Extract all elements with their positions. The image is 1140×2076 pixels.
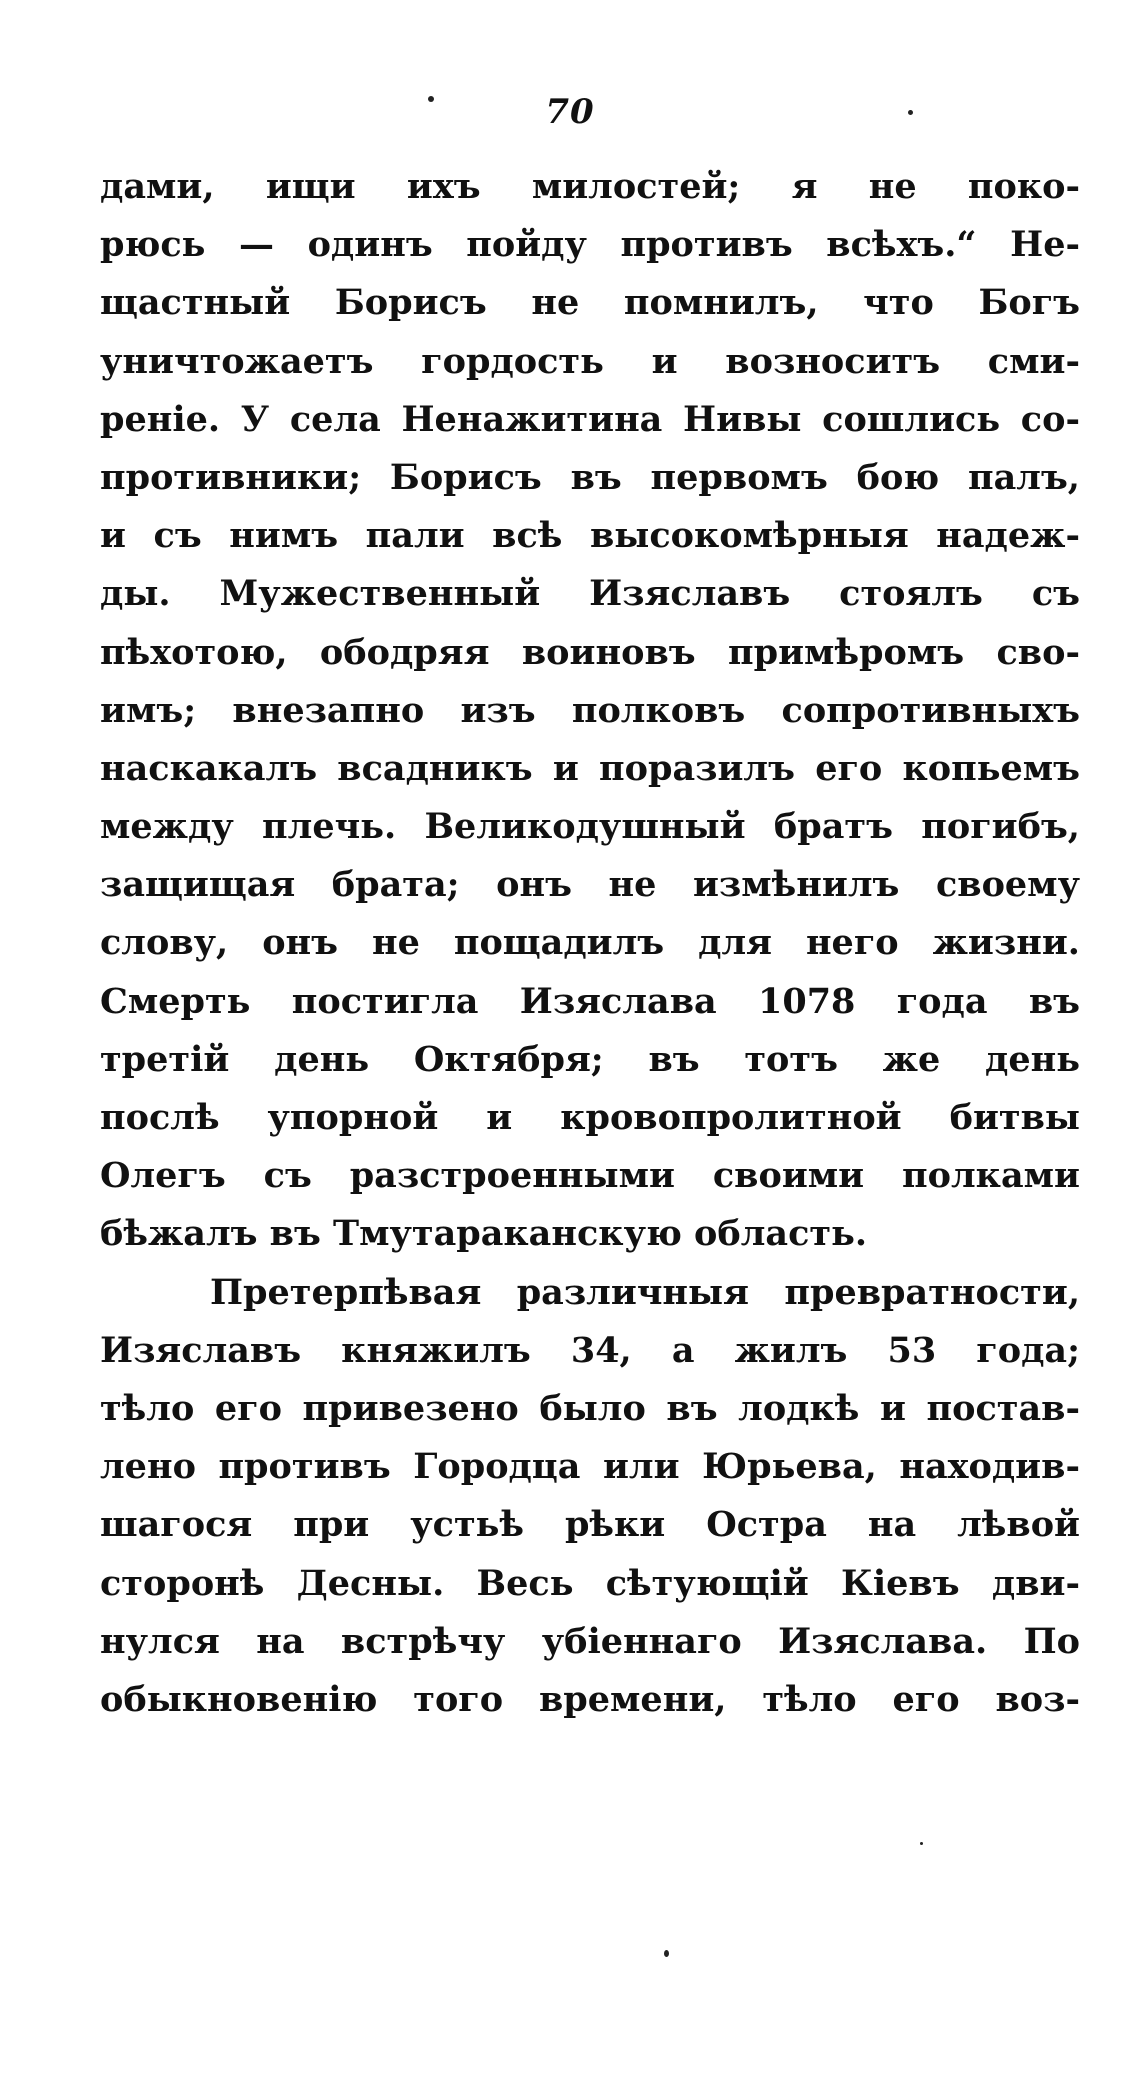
text-line: сторонѣ Десны. Весь сѣтующій Кіевъ дви- — [100, 1562, 1080, 1604]
print-speck — [428, 96, 434, 102]
text-line: бѣжалъ въ Тмутараканскую область. — [100, 1213, 868, 1255]
text-line: Изяславъ княжилъ 34, а жилъ 53 года; — [100, 1329, 1080, 1371]
text-line: защищая брата; онъ не измѣнилъ своему — [100, 864, 1080, 906]
text-line: уничтожаетъ гордость и возноситъ сми- — [100, 340, 1080, 382]
text-line: реніе. У села Ненажитина Нивы сошлись со- — [100, 398, 1080, 440]
print-speck — [908, 110, 913, 115]
text-line: лено противъ Городца или Юрьева, находив- — [100, 1446, 1080, 1488]
text-line: ды. Мужественный Изяславъ стоялъ съ — [100, 573, 1080, 615]
paragraph-first-line: Претерпѣвая различныя превратности, — [210, 1271, 1080, 1313]
text-line: и съ нимъ пали всѣ высокомѣрныя надеж- — [100, 515, 1080, 557]
text-line: нулся на встрѣчу убіеннаго Изяслава. По — [100, 1620, 1080, 1662]
print-speck — [664, 1950, 669, 1957]
text-line: имъ; внезапно изъ полковъ сопротивныхъ — [100, 689, 1080, 731]
text-line: рюсь — одинъ пойду противъ всѣхъ.“ Не- — [100, 224, 1080, 266]
print-speck — [920, 1842, 923, 1845]
text-line: Олегъ съ разстроенными своими полками — [100, 1155, 1080, 1197]
text-line: шагося при устьѣ рѣки Остра на лѣвой — [100, 1504, 1080, 1546]
body-text — [100, 158, 1080, 1729]
text-line: наскакалъ всадникъ и поразилъ его копьемъ — [100, 747, 1080, 789]
text-line: пѣхотою, ободряя воиновъ примѣромъ сво- — [100, 631, 1080, 673]
page-number: 70 — [545, 92, 595, 132]
text-line: между плечь. Великодушный братъ погибъ, — [100, 806, 1080, 848]
text-line: щастный Борисъ не помнилъ, что Богъ — [100, 282, 1080, 324]
text-line: противники; Борисъ въ первомъ бою палъ, — [100, 456, 1080, 498]
text-line: дами, ищи ихъ милостей; я не поко- — [100, 166, 1080, 207]
text-line: Смерть постигла Изяслава 1078 года въ — [100, 980, 1080, 1022]
text-line: обыкновенію того времени, тѣло его воз- — [100, 1678, 1080, 1720]
text-line: тѣло его привезено было въ лодкѣ и постав- — [100, 1387, 1080, 1429]
text-line: слову, онъ не пощадилъ для него жизни. — [100, 922, 1080, 964]
text-line: послѣ упорной и кровопролитной битвы — [100, 1097, 1080, 1138]
text-line: третій день Октября; въ тотъ же день — [100, 1038, 1080, 1080]
